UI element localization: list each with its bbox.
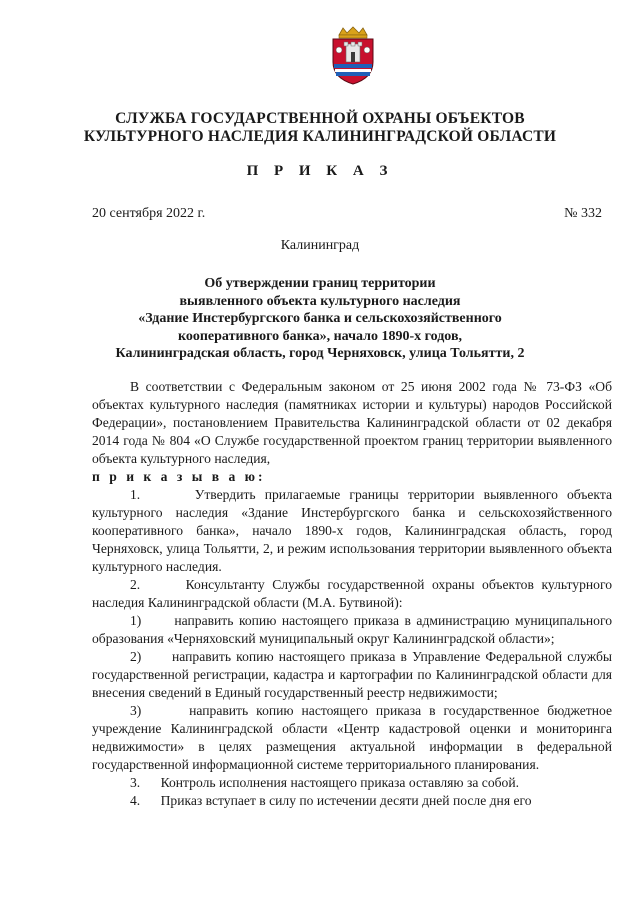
subject-line-3: «Здание Инстербургского банка и сельскохозяйственного <box>138 311 502 327</box>
agency-line-2: КУЛЬТУРНОГО НАСЛЕДИЯ КАЛИНИНГРАДСКОЙ ОБЛАСТИ <box>83 128 557 145</box>
order-number: № 332 <box>564 206 602 221</box>
kaliningrad-coat-of-arms-icon <box>327 26 379 86</box>
item-2-1: 1) направить копию настоящего приказа в администрацию муниципального образования «Черняховский муниципальный округ Калининградской области»; <box>92 613 612 646</box>
subject-line-1: Об утверждении границ территории <box>204 276 436 291</box>
item-2-3: 3) направить копию настоящего приказа в государственное бюджетное учреждение Калининградской области «Центр кадастровой оценки и мониторинга недвижимости» в целях размещения актуальной информации в федеральной государственной информационной системе территориального планирования. <box>92 703 612 772</box>
order-title: П Р И К А З <box>246 163 394 179</box>
subject-line-5: Калининградская область, город Черняховск, улица Тольятти, 2 <box>115 346 525 362</box>
order-date: 20 сентября 2022 г. <box>92 206 206 221</box>
preamble-paragraph <box>92 378 612 486</box>
order-body <box>92 378 612 810</box>
item-3: 3. Контроль исполнения настоящего приказа оставляю за собой. <box>130 775 520 790</box>
order-city: Калининград <box>280 238 360 253</box>
order-subject <box>80 275 560 363</box>
item-2: 2. Консультанту Службы государственной охраны объектов культурного наследия Калининградской области (М.А. Бутвиной): <box>92 577 612 610</box>
preamble-text: В соответствии с Федеральным законом от 25 июня 2002 года № 73-ФЗ «Об объектах культурного наследия (памятниках истории и культуры) народов Российской Федерации», постановлением Правительства Калининградской области от 02 декабря 2014 года № 804 «О Службе государственной проектом границ территории выявленного объекта культурного наследия, <box>92 379 612 466</box>
subject-line-2: выявленного объекта культурного наследия <box>179 293 461 309</box>
subject-line-4: кооперативного банка», начало 1890-х годов, <box>177 328 463 344</box>
prikaz-word: п р и к а з ы в а ю: <box>92 469 266 484</box>
item-2-2: 2) направить копию настоящего приказа в Управление Федеральной службы государственной регистрации, кадастра и картографии по Калининградской области для внесения сведений в Единый государственный реестр недвижимости; <box>92 649 612 700</box>
agency-line-1: СЛУЖБА ГОСУДАРСТВЕННОЙ ОХРАНЫ ОБЪЕКТОВ <box>115 110 525 127</box>
item-1: 1. Утвердить прилагаемые границы территории выявленного объекта культурного наследия «Здание Инстербургского банка и сельскохозяйственного кооперативного банка», начало 1890-х годов, Калининградская область, город Черняховск, улица Тольятти, 2, и режим использования территории выявленного объекта культурного наследия. <box>92 487 612 574</box>
agency-name <box>60 110 580 146</box>
item-4: 4. Приказ вступает в силу по истечении десяти дней после дня его <box>130 793 532 808</box>
